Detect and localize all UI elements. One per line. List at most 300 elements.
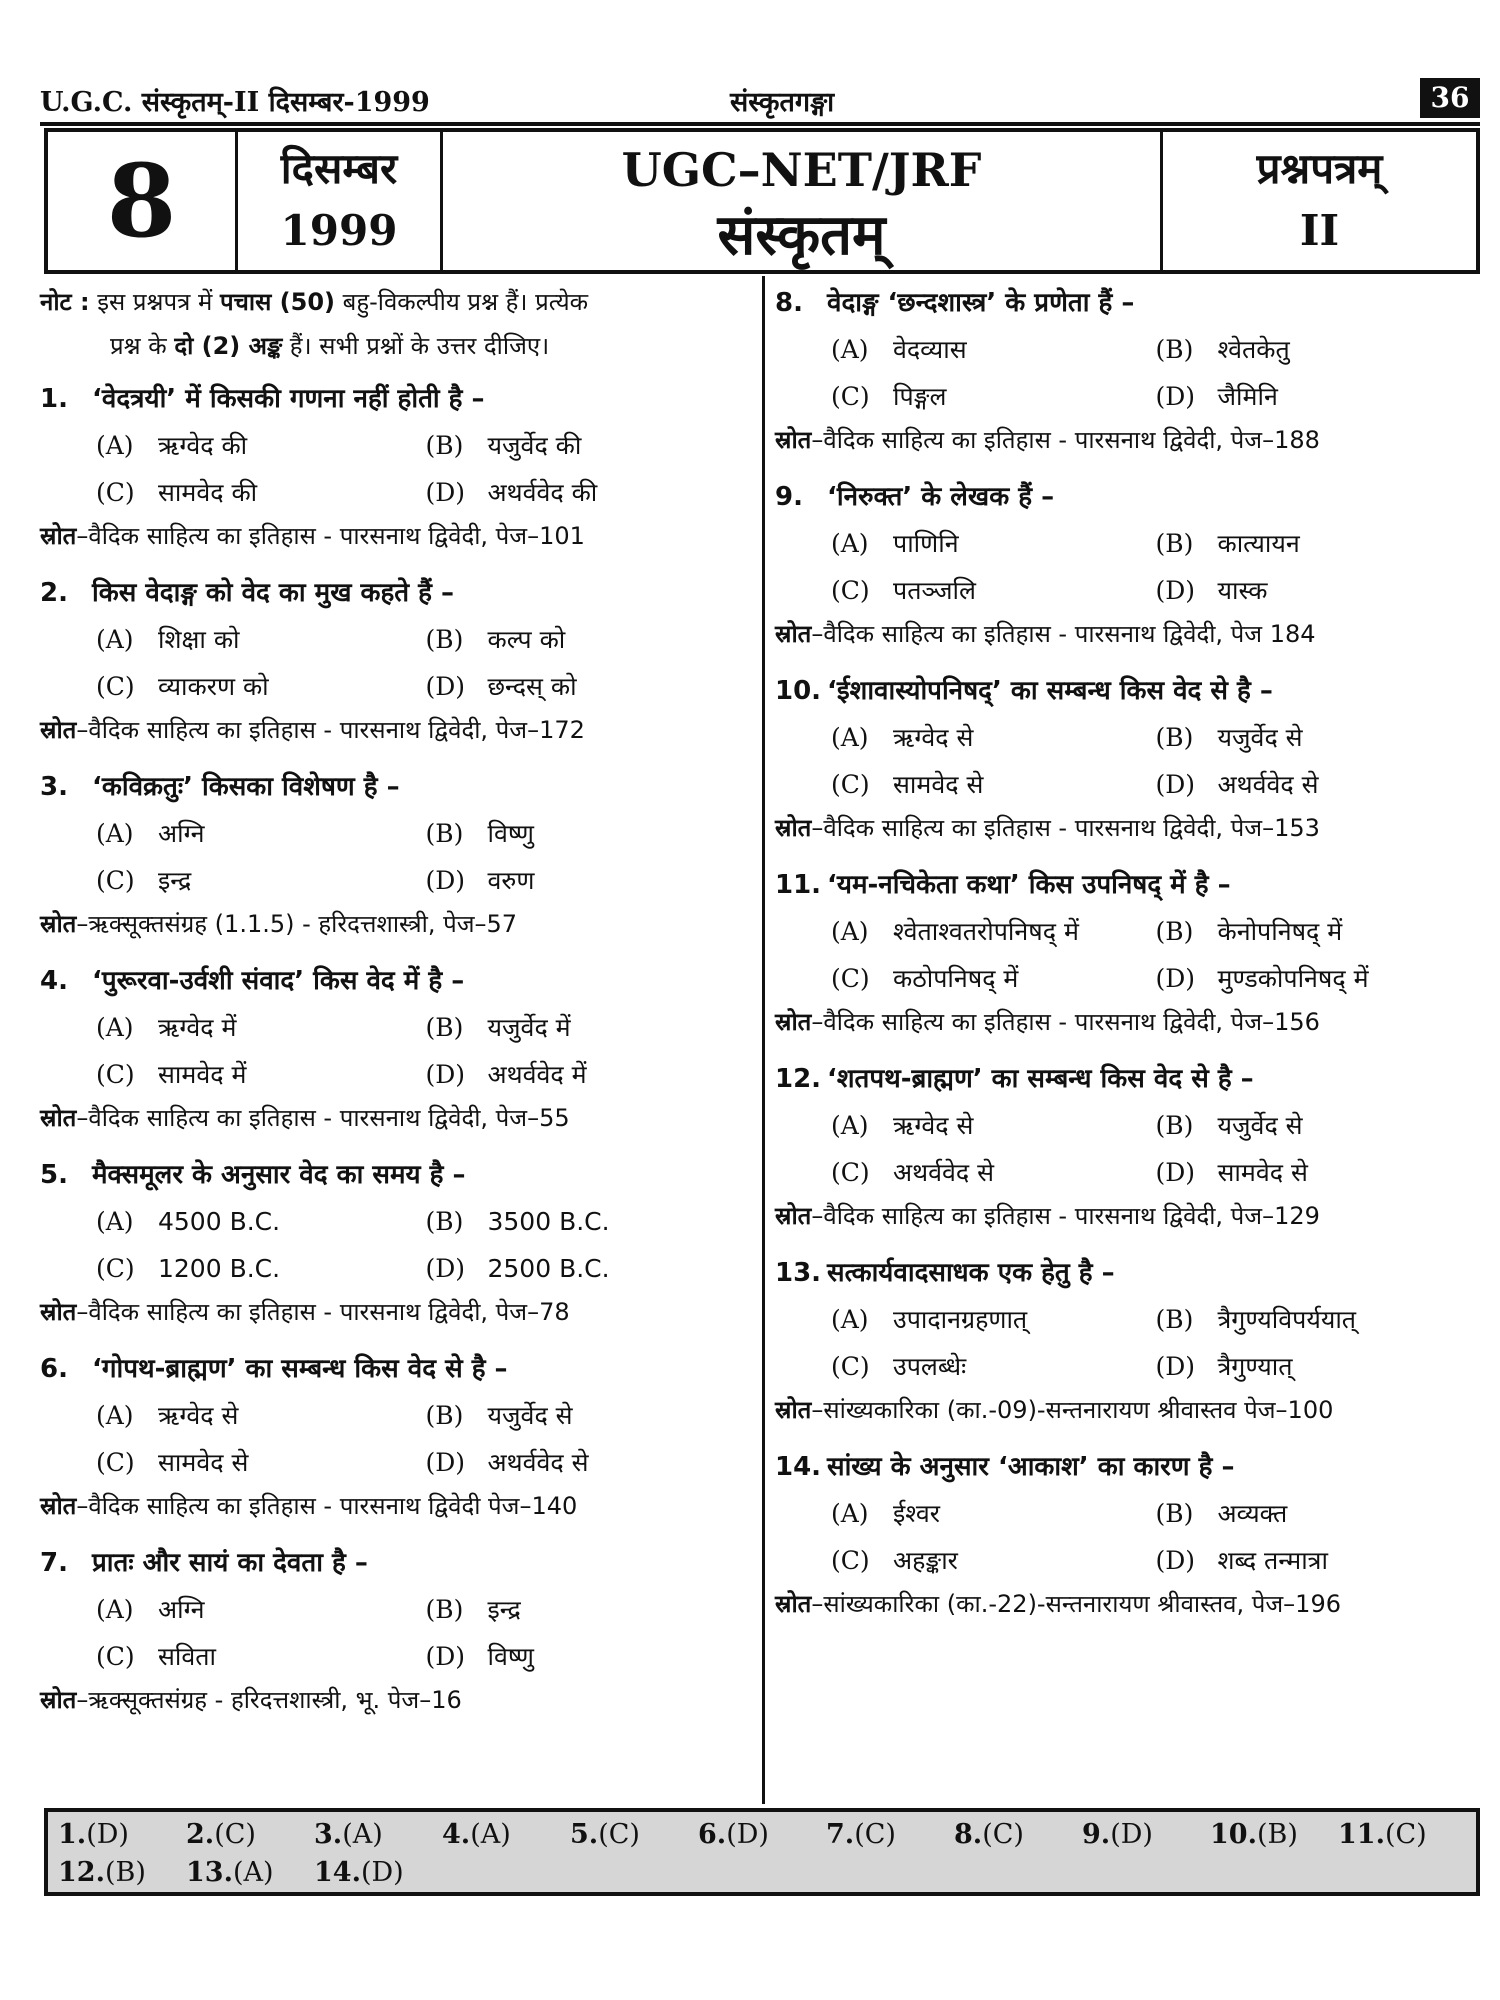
- option-label: (A): [96, 625, 134, 654]
- option-label: (D): [425, 1448, 466, 1477]
- option-item: [96, 663, 426, 710]
- source-label: स्रोत: [775, 1590, 812, 1618]
- answer-item: [1082, 1816, 1210, 1854]
- option-item: [96, 616, 426, 663]
- option-label: (D): [1155, 382, 1196, 411]
- question-item: [775, 1250, 1480, 1430]
- source-citation: [40, 1486, 755, 1526]
- option-label: (B): [1155, 723, 1194, 752]
- option-item: [831, 1296, 1156, 1343]
- option-label: (C): [96, 478, 135, 507]
- option-text: वरुण: [487, 866, 535, 895]
- option-label: (A): [831, 335, 869, 364]
- source-citation: [775, 1196, 1480, 1236]
- option-label: (B): [1155, 1111, 1194, 1140]
- question-stem: ‘निरुक्त’ के लेखक हैं –: [827, 482, 1055, 512]
- option-grid: [775, 520, 1480, 614]
- answer-item: [186, 1816, 314, 1854]
- source-label: स्रोत: [775, 426, 812, 454]
- option-label: (D): [1155, 1546, 1196, 1575]
- option-item: [426, 1051, 756, 1098]
- answer-row: [58, 1816, 1466, 1854]
- option-item: [1156, 1537, 1481, 1584]
- option-item: [426, 1439, 756, 1486]
- option-item: [96, 1245, 426, 1292]
- source-text: –ऋक्सूक्तसंग्रह - हरिदत्तशास्त्री, भू. पेज–16: [76, 1686, 462, 1714]
- option-grid: [40, 422, 755, 516]
- paper-number: 8: [48, 132, 238, 270]
- option-label: (A): [96, 1595, 134, 1624]
- answer-value: (D): [726, 1819, 769, 1850]
- option-grid: [775, 1296, 1480, 1390]
- option-text: केनोपनिषद् में: [1217, 917, 1343, 946]
- option-item: [96, 1586, 426, 1633]
- option-text: विष्णु: [487, 1642, 535, 1671]
- source-citation: [40, 1292, 755, 1332]
- answer-item: [1338, 1816, 1466, 1854]
- option-grid: [40, 1392, 755, 1486]
- option-item: [1156, 326, 1481, 373]
- option-item: [426, 1586, 756, 1633]
- question-number: 5.: [40, 1160, 68, 1190]
- option-label: (A): [96, 1013, 134, 1042]
- option-text: उपादानग्रहणात्: [893, 1305, 1028, 1334]
- option-label: (B): [425, 431, 464, 460]
- option-item: [426, 469, 756, 516]
- option-item: [1156, 761, 1481, 808]
- option-text: कात्यायन: [1217, 529, 1300, 558]
- answer-value: (C): [854, 1819, 896, 1850]
- option-label: (D): [1155, 1352, 1196, 1381]
- source-citation: [40, 710, 755, 750]
- question-stem: ‘शतपथ-ब्राह्मण’ का सम्बन्ध किस वेद से है –: [827, 1064, 1254, 1094]
- question-number: 8.: [775, 288, 803, 318]
- note-prefix: नोट :: [40, 288, 90, 316]
- answer-value: (D): [1110, 1819, 1153, 1850]
- option-item: [831, 908, 1156, 955]
- question-item: [775, 1056, 1480, 1236]
- option-label: (C): [831, 1546, 870, 1575]
- option-text: 3500 B.C.: [487, 1207, 610, 1236]
- option-text: शिक्षा को: [158, 625, 240, 654]
- source-text: –सांख्यकारिका (का.-22)-सन्तनारायण श्रीवास्तव, पेज–196: [811, 1590, 1341, 1618]
- question-item: [40, 958, 755, 1138]
- option-grid: [775, 714, 1480, 808]
- option-text: पतञ्जलि: [893, 576, 976, 605]
- option-text: अथर्ववेद की: [487, 478, 598, 507]
- option-text: कठोपनिषद् में: [893, 964, 1019, 993]
- subject-name: संस्कृतम्: [717, 202, 886, 268]
- option-label: (A): [96, 431, 134, 460]
- source-label: स्रोत: [40, 1492, 77, 1520]
- source-label: स्रोत: [775, 814, 812, 842]
- option-item: [426, 1245, 756, 1292]
- note-text-2a: प्रश्न के: [110, 332, 175, 360]
- question-stem: ‘ईशावास्योपनिषद्’ का सम्बन्ध किस वेद से है –: [827, 676, 1273, 706]
- option-item: [96, 1198, 426, 1245]
- source-citation: [775, 614, 1480, 654]
- option-text: अथर्ववेद से: [1217, 770, 1319, 799]
- option-text: ऋग्वेद से: [893, 723, 974, 752]
- question-number: 7.: [40, 1548, 68, 1578]
- answer-number: 1.: [58, 1819, 87, 1850]
- option-label: (B): [425, 1207, 464, 1236]
- option-label: (C): [96, 672, 135, 701]
- option-item: [831, 1149, 1156, 1196]
- instructions-note: [40, 280, 755, 368]
- option-label: (A): [831, 917, 869, 946]
- option-text: मुण्डकोपनिषद् में: [1217, 964, 1369, 993]
- question-item: [40, 376, 755, 556]
- question-stem: वेदाङ्ग ‘छन्दशास्त्र’ के प्रणेता हैं –: [827, 288, 1135, 318]
- option-text: सविता: [158, 1642, 217, 1671]
- question-item: [40, 1346, 755, 1526]
- option-text: इन्द्र: [487, 1595, 521, 1624]
- title-box: [44, 128, 1480, 274]
- option-label: (C): [831, 964, 870, 993]
- source-citation: [40, 1098, 755, 1138]
- option-label: (C): [96, 1060, 135, 1089]
- answer-value: (C): [214, 1819, 256, 1850]
- source-citation: [775, 808, 1480, 848]
- question-number: 10.: [775, 676, 822, 706]
- option-item: [831, 326, 1156, 373]
- option-grid: [775, 1490, 1480, 1584]
- option-grid: [40, 810, 755, 904]
- option-item: [96, 469, 426, 516]
- question-item: [40, 1540, 755, 1720]
- option-text: अग्नि: [158, 1595, 205, 1624]
- option-label: (B): [425, 1013, 464, 1042]
- option-text: अथर्ववेद से: [487, 1448, 589, 1477]
- option-text: त्रैगुण्यविपर्ययात्: [1217, 1305, 1357, 1334]
- answer-item: [570, 1816, 698, 1854]
- question-item: [775, 862, 1480, 1042]
- option-label: (D): [425, 866, 466, 895]
- option-item: [426, 663, 756, 710]
- answer-item: [58, 1854, 186, 1892]
- option-label: (B): [1155, 335, 1194, 364]
- answer-number: 4.: [442, 1819, 471, 1850]
- option-text: पिङ्गल: [893, 382, 947, 411]
- option-label: (D): [1155, 1158, 1196, 1187]
- source-citation: [775, 1584, 1480, 1624]
- question-text: [775, 474, 1480, 520]
- question-item: [775, 668, 1480, 848]
- option-text: श्वेतकेतु: [1217, 335, 1290, 364]
- option-label: (B): [425, 819, 464, 848]
- option-label: (B): [1155, 1499, 1194, 1528]
- answer-value: (B): [1256, 1819, 1298, 1850]
- answer-item: [186, 1854, 314, 1892]
- option-item: [96, 1633, 426, 1680]
- question-number: 13.: [775, 1258, 822, 1288]
- exam-title: [443, 132, 1163, 270]
- source-citation: [40, 516, 755, 556]
- option-label: (C): [96, 1254, 135, 1283]
- question-item: [775, 1444, 1480, 1624]
- question-text: [40, 958, 755, 1004]
- answer-number: 3.: [314, 1819, 343, 1850]
- option-label: (A): [831, 1499, 869, 1528]
- option-text: जैमिनि: [1217, 382, 1278, 411]
- note-text-1b: बहु-विकल्पीय प्रश्न हैं। प्रत्येक: [335, 288, 589, 316]
- option-text: अथर्ववेद में: [487, 1060, 587, 1089]
- option-text: यजुर्वेद में: [487, 1013, 571, 1042]
- question-number: 2.: [40, 578, 68, 608]
- option-text: 4500 B.C.: [158, 1207, 281, 1236]
- question-text: [775, 862, 1480, 908]
- option-label: (A): [831, 1305, 869, 1334]
- option-item: [831, 1343, 1156, 1390]
- question-text: [775, 668, 1480, 714]
- source-label: स्रोत: [775, 620, 812, 648]
- option-item: [831, 373, 1156, 420]
- question-stem: प्रातः और सायं का देवता है –: [92, 1548, 368, 1578]
- option-label: (C): [96, 866, 135, 895]
- source-text: –वैदिक साहित्य का इतिहास - पारसनाथ द्विवेदी, पेज–101: [76, 522, 585, 550]
- source-text: –वैदिक साहित्य का इतिहास - पारसनाथ द्विवेदी, पेज–78: [76, 1298, 570, 1326]
- answer-number: 14.: [314, 1857, 361, 1888]
- note-bold-2: दो (2) अङ्क: [174, 332, 283, 360]
- option-item: [426, 422, 756, 469]
- option-item: [1156, 520, 1481, 567]
- option-label: (D): [425, 1060, 466, 1089]
- question-text: [40, 764, 755, 810]
- option-grid: [40, 1004, 755, 1098]
- question-stem: ‘वेदत्रयी’ में किसकी गणना नहीं होती है –: [92, 384, 485, 414]
- option-text: सामवेद की: [158, 478, 258, 507]
- option-item: [426, 1392, 756, 1439]
- question-text: [775, 1250, 1480, 1296]
- source-text: –वैदिक साहित्य का इतिहास - पारसनाथ द्विवेदी, पेज–188: [811, 426, 1320, 454]
- source-label: स्रोत: [775, 1396, 812, 1424]
- option-label: (B): [1155, 529, 1194, 558]
- option-label: (C): [831, 576, 870, 605]
- answer-number: 10.: [1210, 1819, 1257, 1850]
- answer-value: (A): [342, 1819, 383, 1850]
- option-label: (C): [831, 770, 870, 799]
- option-item: [1156, 1490, 1481, 1537]
- left-column: [40, 280, 755, 1734]
- option-text: यजुर्वेद से: [1217, 1111, 1303, 1140]
- option-label: (D): [425, 1254, 466, 1283]
- source-text: –वैदिक साहित्य का इतिहास - पारसनाथ द्विवेदी, पेज–172: [76, 716, 585, 744]
- option-text: त्रैगुण्यात्: [1217, 1352, 1293, 1381]
- option-item: [96, 1004, 426, 1051]
- option-item: [831, 761, 1156, 808]
- option-text: सामवेद से: [1217, 1158, 1308, 1187]
- option-text: श्वेताश्वतरोपनिषद् में: [893, 917, 1079, 946]
- question-number: 14.: [775, 1452, 822, 1482]
- option-label: (A): [96, 819, 134, 848]
- answer-item: [1210, 1816, 1338, 1854]
- option-item: [96, 810, 426, 857]
- source-text: –वैदिक साहित्य का इतिहास - पारसनाथ द्विवेदी, पेज–129: [811, 1202, 1320, 1230]
- option-grid: [40, 1198, 755, 1292]
- question-item: [775, 280, 1480, 460]
- answer-number: 13.: [186, 1857, 233, 1888]
- option-text: यास्क: [1217, 576, 1268, 605]
- right-column: [775, 280, 1480, 1638]
- question-number: 3.: [40, 772, 68, 802]
- answer-item: [314, 1854, 442, 1892]
- header-left: U.G.C. संस्कृतम्-II दिसम्बर-1999: [40, 87, 430, 118]
- option-item: [1156, 955, 1481, 1002]
- answer-number: 7.: [826, 1819, 855, 1850]
- option-item: [831, 1102, 1156, 1149]
- answer-item: [442, 1816, 570, 1854]
- option-item: [426, 857, 756, 904]
- answer-value: (D): [86, 1819, 129, 1850]
- option-label: (C): [831, 1352, 870, 1381]
- source-text: –वैदिक साहित्य का इतिहास - पारसनाथ द्विवेदी, पेज–153: [811, 814, 1320, 842]
- option-label: (C): [96, 1642, 135, 1671]
- option-text: ऋग्वेद में: [158, 1013, 237, 1042]
- answer-value: (B): [104, 1857, 146, 1888]
- option-text: सामवेद में: [158, 1060, 247, 1089]
- question-list-right: [775, 280, 1480, 1624]
- source-text: –वैदिक साहित्य का इतिहास - पारसनाथ द्विवेदी, पेज–55: [76, 1104, 570, 1132]
- option-item: [426, 1633, 756, 1680]
- option-text: सामवेद से: [158, 1448, 249, 1477]
- option-item: [96, 1051, 426, 1098]
- question-text: [40, 1152, 755, 1198]
- option-grid: [775, 326, 1480, 420]
- question-list-left: [40, 376, 755, 1720]
- source-text: –सांख्यकारिका (का.-09)-सन्तनारायण श्रीवास्तव पेज–100: [811, 1396, 1334, 1424]
- answer-value: (A): [470, 1819, 511, 1850]
- question-stem: किस वेदाङ्ग को वेद का मुख कहते हैं –: [92, 578, 455, 608]
- answer-number: 8.: [954, 1819, 983, 1850]
- question-text: [40, 376, 755, 422]
- source-label: स्रोत: [40, 1298, 77, 1326]
- option-label: (D): [425, 478, 466, 507]
- note-text-2b: हैं। सभी प्रश्नों के उत्तर दीजिए।: [282, 332, 550, 360]
- option-item: [426, 616, 756, 663]
- question-item: [775, 474, 1480, 654]
- answer-number: 6.: [698, 1819, 727, 1850]
- question-stem: ‘यम-नचिकेता कथा’ किस उपनिषद् में है –: [827, 870, 1231, 900]
- option-item: [1156, 1296, 1481, 1343]
- answer-item: [954, 1816, 1082, 1854]
- option-label: (D): [425, 1642, 466, 1671]
- option-label: (C): [96, 1448, 135, 1477]
- option-grid: [775, 1102, 1480, 1196]
- question-text: [40, 1540, 755, 1586]
- option-text: वेदव्यास: [893, 335, 967, 364]
- answer-key: [44, 1808, 1480, 1896]
- option-text: ऋग्वेद से: [158, 1401, 239, 1430]
- question-item: [40, 570, 755, 750]
- question-stem: सत्कार्यवादसाधक एक हेतु है –: [827, 1258, 1115, 1288]
- option-label: (A): [831, 1111, 869, 1140]
- option-text: छन्दस् को: [487, 672, 577, 701]
- paper-label: प्रश्नपत्रम्: [1256, 144, 1383, 193]
- option-item: [1156, 1343, 1481, 1390]
- option-text: ऋग्वेद की: [158, 431, 248, 460]
- answer-item: [698, 1816, 826, 1854]
- option-item: [1156, 373, 1481, 420]
- source-text: –वैदिक साहित्य का इतिहास - पारसनाथ द्विवेदी पेज–140: [76, 1492, 578, 1520]
- answer-value: (C): [982, 1819, 1024, 1850]
- option-text: यजुर्वेद से: [1217, 723, 1303, 752]
- option-grid: [40, 1586, 755, 1680]
- option-text: अथर्ववेद से: [893, 1158, 994, 1187]
- option-label: (B): [1155, 1305, 1194, 1334]
- answer-number: 9.: [1082, 1819, 1111, 1850]
- option-label: (B): [425, 1595, 464, 1624]
- source-label: स्रोत: [40, 716, 77, 744]
- source-label: स्रोत: [775, 1202, 812, 1230]
- option-label: (A): [96, 1207, 134, 1236]
- question-text: [775, 1056, 1480, 1102]
- question-number: 6.: [40, 1354, 68, 1384]
- option-text: सामवेद से: [893, 770, 984, 799]
- answer-item: [826, 1816, 954, 1854]
- running-header: [40, 78, 1480, 122]
- answer-item: [58, 1816, 186, 1854]
- option-item: [1156, 567, 1481, 614]
- header-rule: [40, 122, 1480, 126]
- option-item: [426, 810, 756, 857]
- answer-value: (C): [598, 1819, 640, 1850]
- question-text: [40, 570, 755, 616]
- question-stem: ‘कविक्रतुः’ किसका विशेषण है –: [92, 772, 400, 802]
- source-label: स्रोत: [40, 522, 77, 550]
- source-citation: [40, 904, 755, 944]
- option-text: उपलब्धेः: [893, 1352, 967, 1381]
- option-text: शब्द तन्मात्रा: [1217, 1546, 1328, 1575]
- option-label: (D): [1155, 770, 1196, 799]
- source-citation: [775, 1390, 1480, 1430]
- answer-value: (C): [1384, 1819, 1427, 1850]
- option-label: (D): [425, 672, 466, 701]
- question-stem: मैक्समूलर के अनुसार वेद का समय है –: [92, 1160, 466, 1190]
- option-text: यजुर्वेद से: [487, 1401, 573, 1430]
- source-citation: [775, 420, 1480, 460]
- option-label: (A): [831, 529, 869, 558]
- question-number: 1.: [40, 384, 68, 414]
- question-item: [40, 764, 755, 944]
- question-number: 11.: [775, 870, 822, 900]
- option-label: (D): [1155, 964, 1196, 993]
- option-item: [96, 1439, 426, 1486]
- source-label: स्रोत: [40, 910, 77, 938]
- question-item: [40, 1152, 755, 1332]
- option-item: [1156, 1149, 1481, 1196]
- option-label: (C): [831, 1158, 870, 1187]
- answer-value: (A): [232, 1857, 274, 1888]
- option-item: [96, 1392, 426, 1439]
- option-item: [831, 1537, 1156, 1584]
- note-text-1a: इस प्रश्नपत्र में: [89, 288, 220, 316]
- paper-roman: II: [1299, 206, 1340, 255]
- option-text: ईश्वर: [893, 1499, 941, 1528]
- source-citation: [40, 1680, 755, 1720]
- option-text: पाणिनि: [893, 529, 959, 558]
- exam-year: 1999: [280, 206, 398, 255]
- answer-number: 11.: [1338, 1819, 1385, 1850]
- page-number: 36: [1420, 78, 1480, 118]
- option-text: 1200 B.C.: [158, 1254, 281, 1283]
- paper-label-cell: [1163, 132, 1476, 270]
- question-text: [40, 1346, 755, 1392]
- question-number: 4.: [40, 966, 68, 996]
- option-text: ऋग्वेद से: [893, 1111, 974, 1140]
- question-text: [775, 1444, 1480, 1490]
- question-text: [775, 280, 1480, 326]
